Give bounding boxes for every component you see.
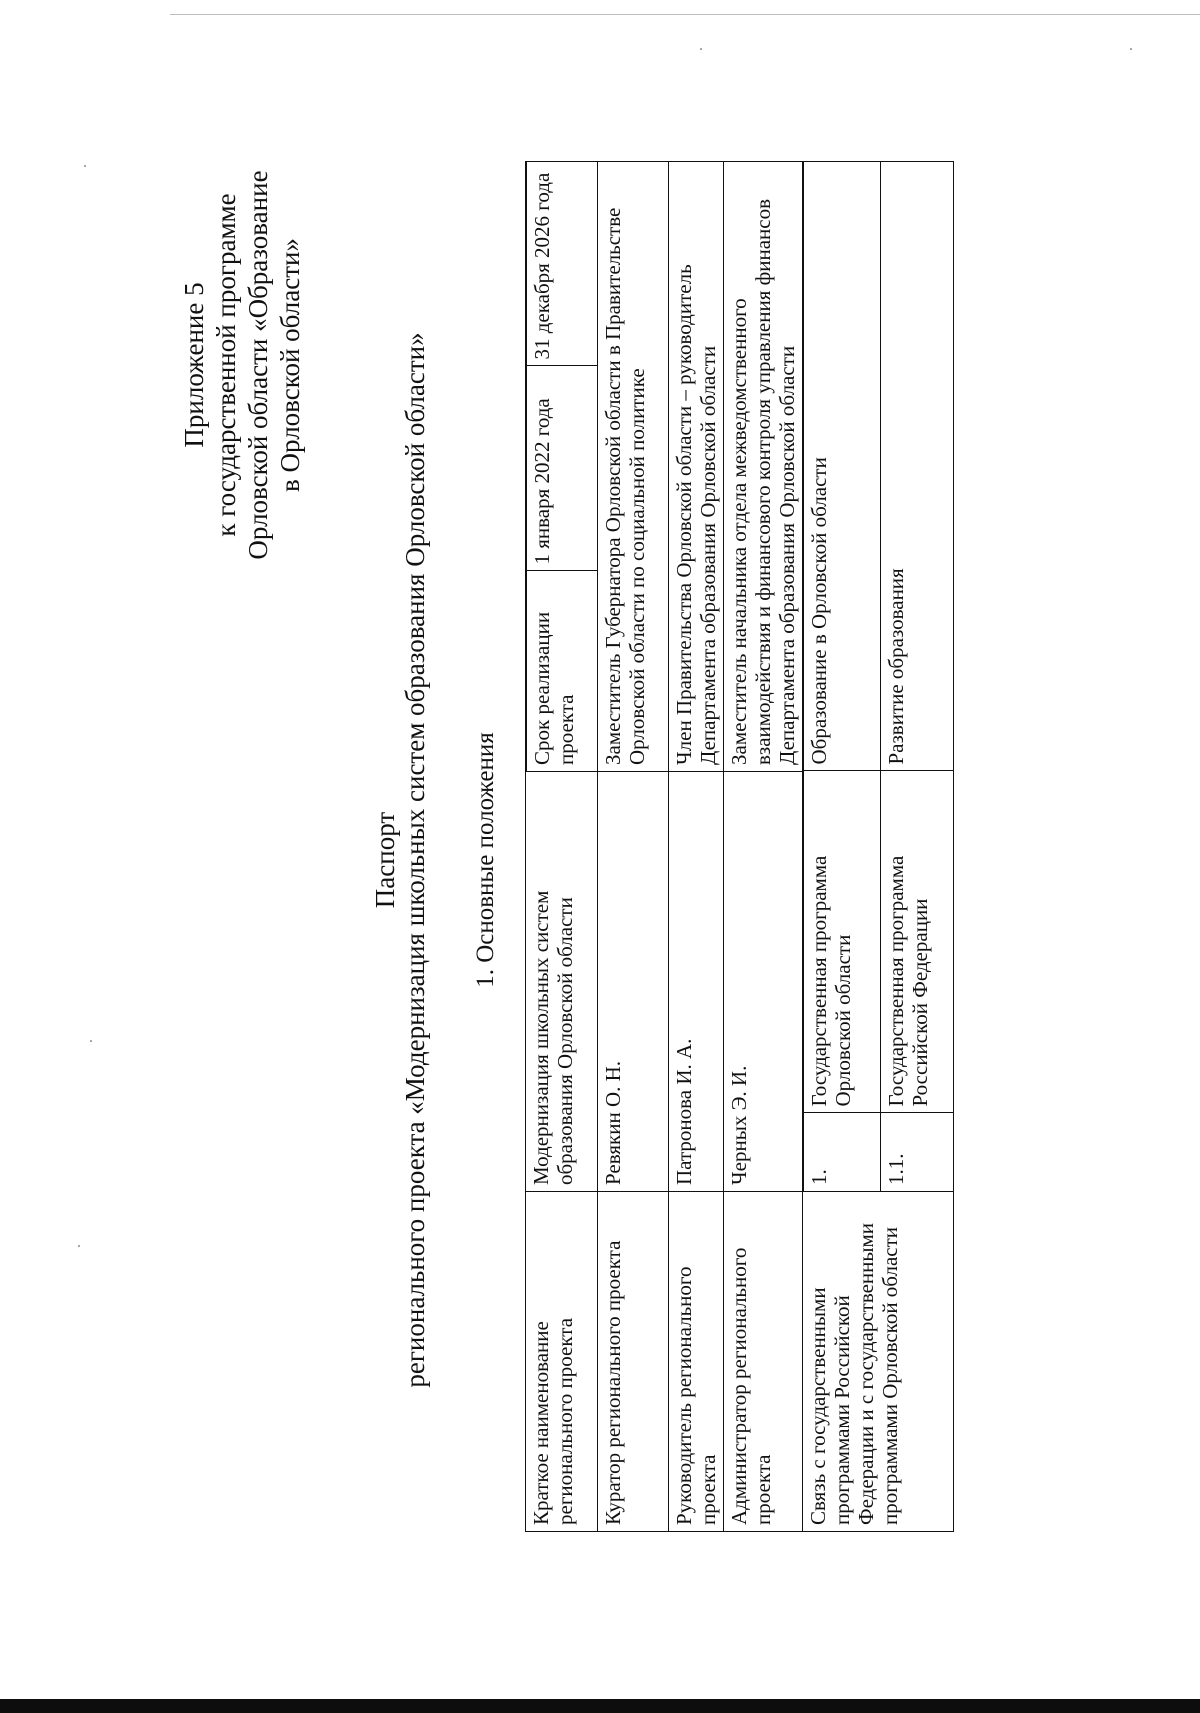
annex-line-3: Орловской области «Образование bbox=[243, 170, 273, 560]
table-row bbox=[598, 162, 669, 1532]
section-title: 1. Основные положения bbox=[472, 732, 499, 988]
programs-cell bbox=[803, 162, 954, 1192]
program-num: 1.1. bbox=[881, 1113, 954, 1191]
scan-speck bbox=[78, 1245, 80, 1247]
table-row bbox=[803, 162, 954, 1532]
curator-position: Заместитель Губернатора Орловской области в Правительстве Орловской области по социальной политике bbox=[598, 162, 669, 772]
program-type: Государственная программа Орловской области bbox=[804, 771, 881, 1113]
leader-position: Член Правительства Орловской области – руководитель Департамента образования Орловской области bbox=[669, 162, 724, 772]
term-start: 1 января 2022 года bbox=[527, 366, 598, 571]
curator-name: Ревякин О. Н. bbox=[598, 772, 669, 1192]
admin-position: Заместитель начальника отдела межведомственного взаимодействия и финансового контроля управления финансов Департамента образования Орловской области bbox=[724, 162, 803, 772]
leader-name: Патронова И. А. bbox=[669, 772, 724, 1192]
program-row bbox=[804, 162, 881, 1191]
scan-speck bbox=[700, 48, 702, 50]
annex-block bbox=[178, 155, 306, 575]
program-name: Образование в Орловской области bbox=[804, 162, 881, 771]
scan-speck bbox=[1130, 48, 1132, 50]
admin-label: Администратор регионального проекта bbox=[724, 1192, 803, 1532]
table-row bbox=[526, 162, 598, 1532]
admin-name: Черных Э. И. bbox=[724, 772, 803, 1192]
program-num: 1. bbox=[804, 1113, 881, 1191]
term-cell bbox=[526, 162, 598, 772]
curator-label: Куратор регионального проекта bbox=[598, 1192, 669, 1532]
scan-speck bbox=[84, 165, 86, 167]
short-name-value: Модернизация школьных систем образования Орловской области bbox=[526, 772, 598, 1192]
scan-speck bbox=[90, 1040, 92, 1042]
term-end: 31 декабря 2026 года bbox=[527, 162, 598, 366]
rotated-page bbox=[100, 75, 1100, 1575]
table-row bbox=[669, 162, 724, 1532]
link-label: Связь с государственными программами Российской Федерации и с государственными программами Орловской области bbox=[803, 1192, 954, 1532]
passport-table bbox=[525, 161, 954, 1532]
program-name: Развитие образования bbox=[881, 162, 954, 771]
annex-line-1: Приложение 5 bbox=[179, 282, 209, 448]
passport-title: Паспорт bbox=[370, 811, 400, 909]
annex-line-4: в Орловской области» bbox=[275, 238, 305, 492]
table-row bbox=[724, 162, 803, 1532]
passport-heading bbox=[370, 145, 430, 1575]
scan-top-line bbox=[170, 14, 1200, 15]
scan-bottom-edge bbox=[0, 1699, 1200, 1713]
passport-subtitle: регионального проекта «Модернизация школьных систем образования Орловской области» bbox=[400, 332, 430, 1388]
leader-label: Руководитель регионального проекта bbox=[669, 1192, 724, 1532]
program-type: Государственная программа Российской Федерации bbox=[881, 771, 954, 1113]
program-row bbox=[881, 162, 954, 1191]
annex-line-2: к государственной программе bbox=[211, 193, 241, 537]
short-name-label: Краткое наименование регионального проекта bbox=[526, 1192, 598, 1532]
term-label: Срок реализации проекта bbox=[527, 571, 598, 771]
